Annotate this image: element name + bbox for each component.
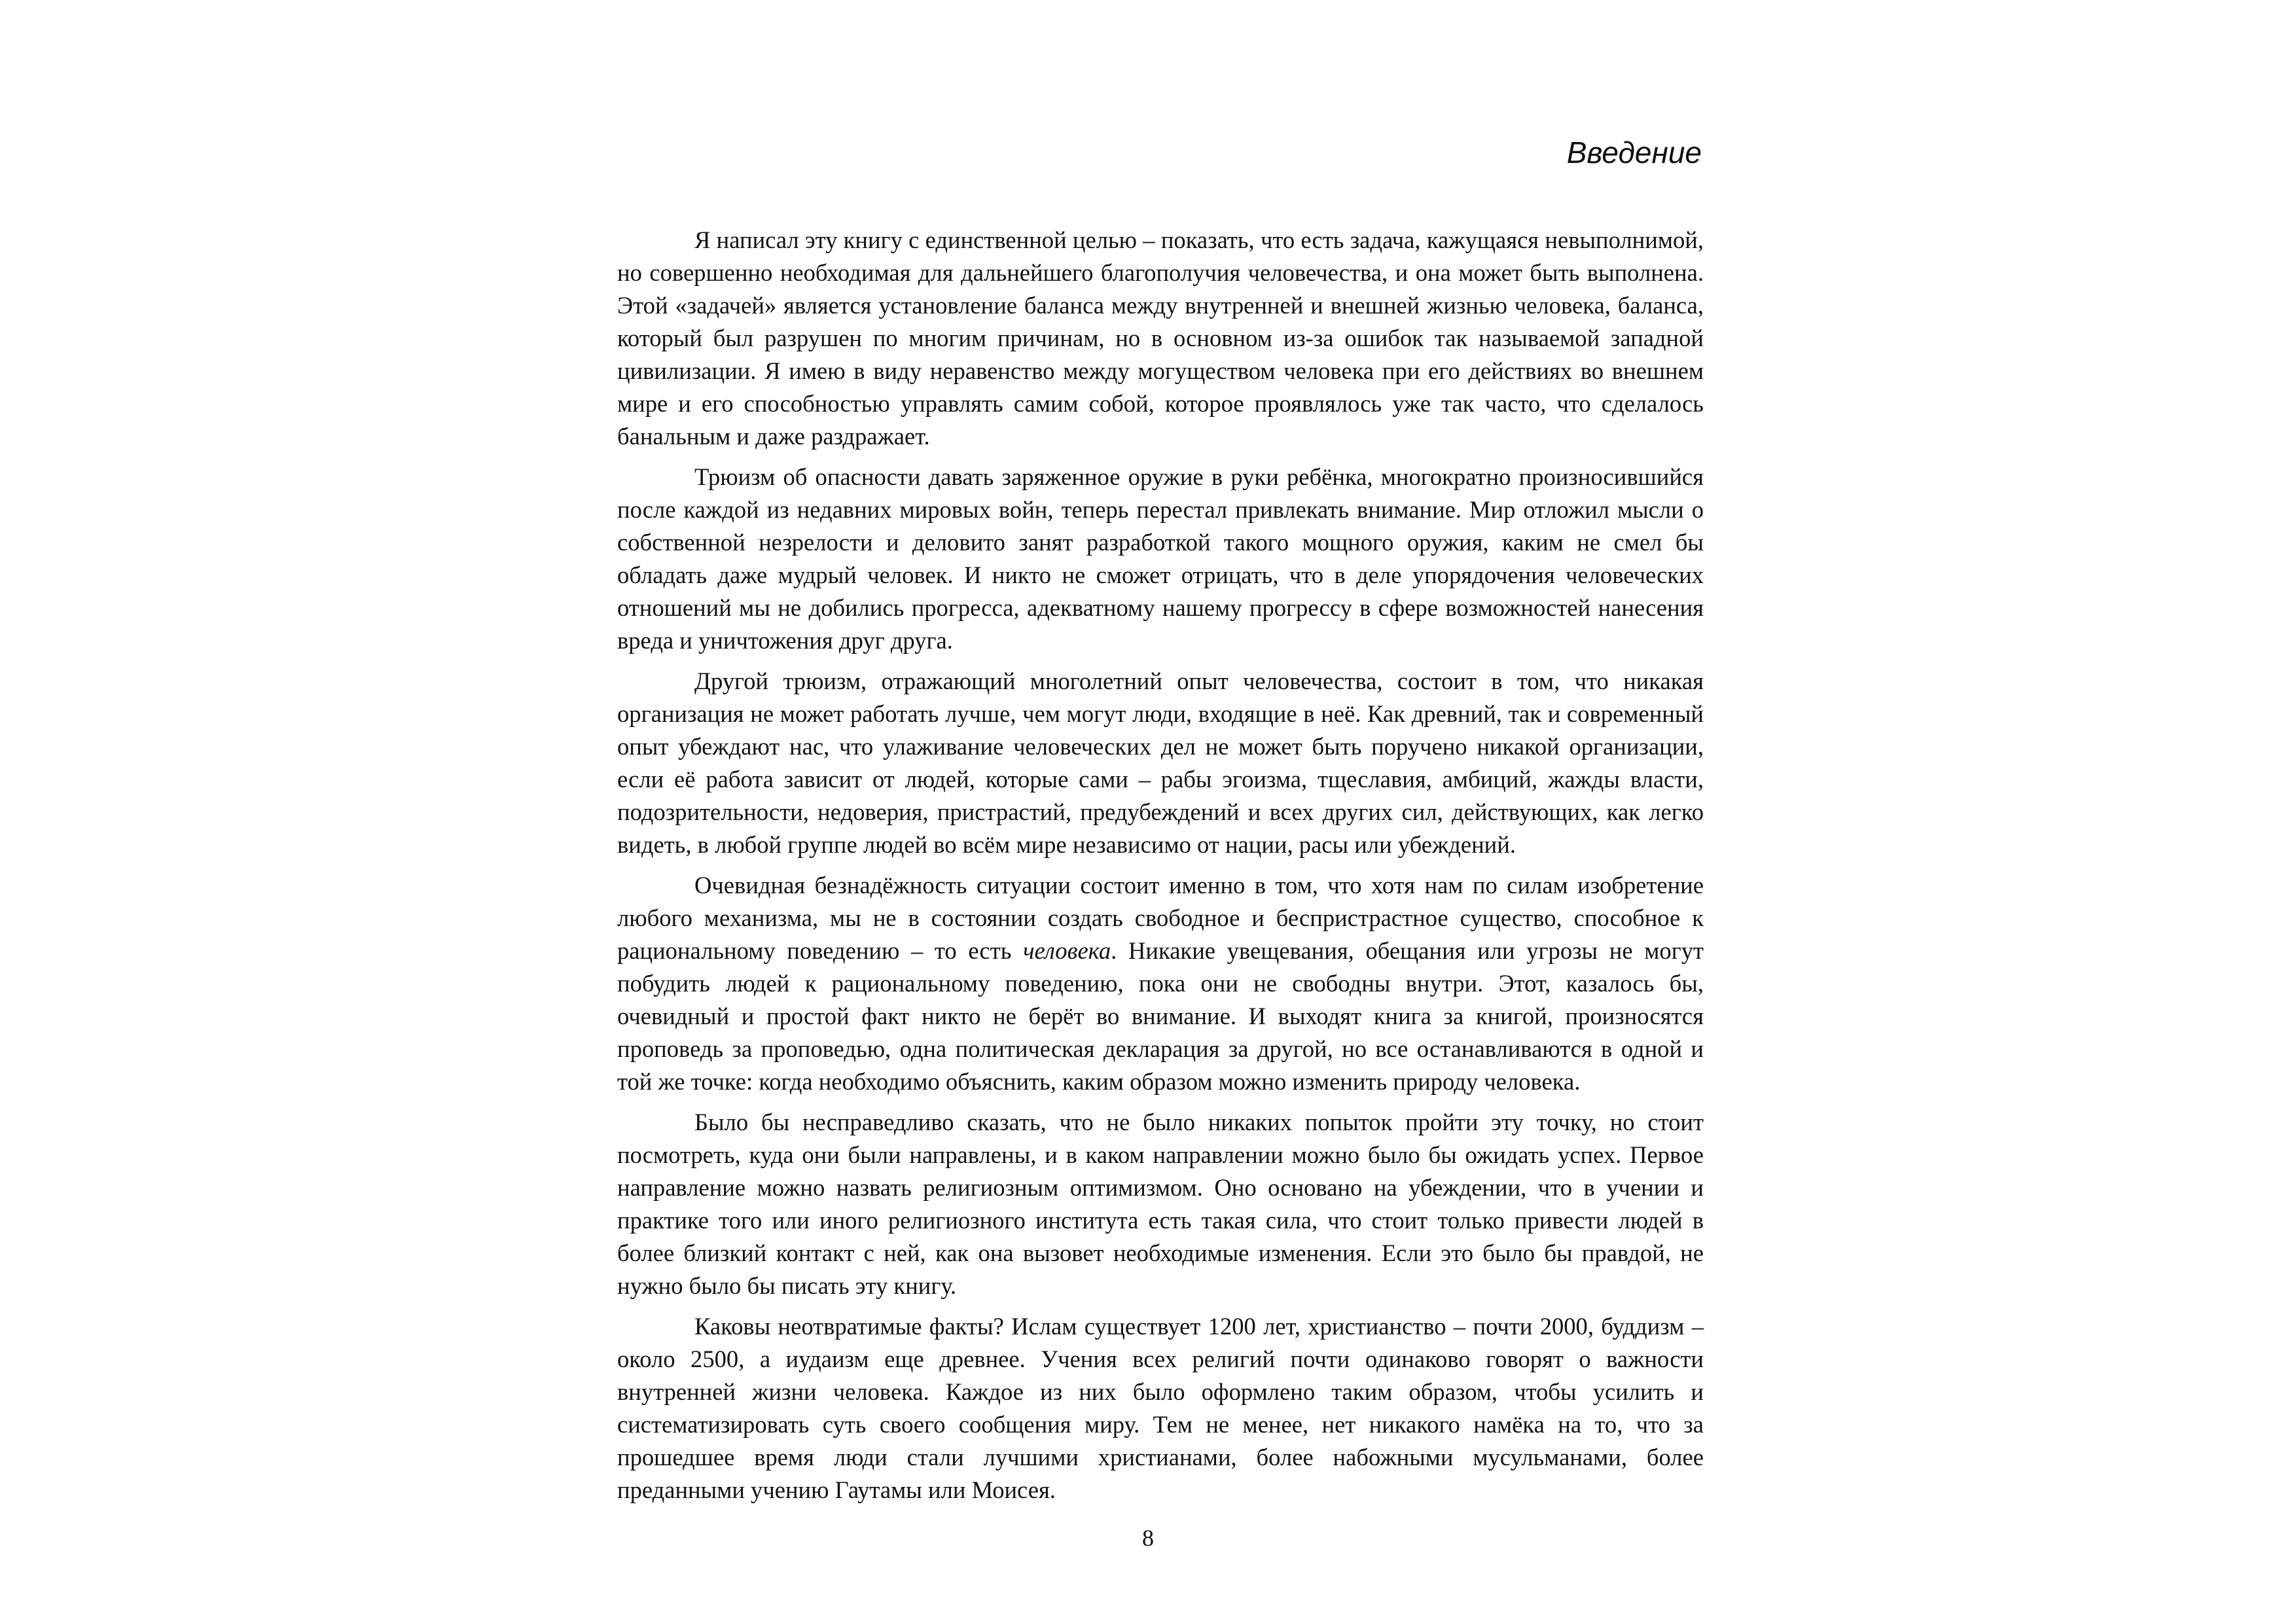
paragraph-4-start: Очевидная безнадёжность ситуации состоит именно в том, что хотя нам по силам изобретение любого механизма, мы не в состоянии создать свободное и беспристрастное существо, способное к рациональному поведению – то есть [617, 872, 1704, 964]
paragraph-4-emphasis: человека [1023, 937, 1111, 964]
paragraph-4-end: . Никакие увещевания, обещания или угрозы не могут побудить людей к рациональному поведению, пока они не свободны внутри. Этот, казалось бы, очевидный и простой факт никто не берёт во внимание. И выходят книга за книгой, произносятся проповедь за проповедью, одна политическая декларация за другой, но все останавливаются в одной и той же точке: когда необходимо объяснить, каким образом можно изменить природу человека. [617, 937, 1704, 1095]
paragraph-3: Другой трюизм, отражающий многолетний опыт человечества, состоит в том, что никакая организация не может работать лучше, чем могут люди, входящие в неё. Как древний, так и современный опыт убеждают нас, что улаживание человеческих дел не может быть поручено никакой организации, если её работа зависит от людей, которые сами – рабы эгоизма, тщеславия, амбиций, жажды власти, подозрительности, недоверия, пристрастий, предубеждений и всех других сил, действующих, как легко видеть, в любой группе людей во всём мире независимо от нации, расы или убеждений. [617, 668, 1704, 858]
page-number: 8 [1142, 1525, 1154, 1551]
paragraph-2: Трюизм об опасности давать заряженное оружие в руки ребёнка, многократно произносившийся после каждой из недавних мировых войн, теперь перестал привлекать внимание. Мир отложил мысли о собственной незрелости и деловито занят разработкой такого мощного оружия, каким не смел бы обладать даже мудрый человек. И никто не сможет отрицать, что в деле упорядочения человеческих отношений мы не добились прогресса, адекватному нашему прогрессу в сфере возможностей нанесения вреда и уничтожения друг друга. [617, 463, 1704, 654]
paragraph-1: Я написал эту книгу с единственной целью – показать, что есть задача, кажущаяся невыполнимой, но совершенно необходимая для дальнейшего благополучия человечества, и она может быть выполнена. Этой «задачей» является установление баланса между внутренней и внешней жизнью человека, баланса, который был разрушен по многим причинам, но в основном из-за ошибок так называемой западной цивилизации. Я имею в виду неравенство между могуществом человека при его действиях во внешнем мире и его способностью управлять самим собой, которое проявлялось уже так часто, что сделалось банальным и даже раздражает. [617, 226, 1704, 450]
chapter-heading: Введение [1566, 135, 1702, 169]
body-text [617, 224, 1704, 1514]
paragraph-6: Каковы неотвратимые факты? Ислам существует 1200 лет, христианство – почти 2000, буддизм – около 2500, а иудаизм еще древнее. Учения всех религий почти одинаково говорят о важности внутренней жизни человека. Каждое из них было оформлено таким образом, чтобы усилить и систематизировать суть своего сообщения миру. Тем не менее, нет никакого намёка на то, что за прошедшее время люди стали лучшими христианами, более набожными мусульманами, более преданными учению Гаутамы или Моисея. [617, 1313, 1704, 1503]
paragraph-5: Было бы несправедливо сказать, что не было никаких попыток пройти эту точку, но стоит посмотреть, куда они были направлены, и в каком направлении можно было бы ожидать успех. Первое направление можно назвать религиозным оптимизмом. Оно основано на убеждении, что в учении и практике того или иного религиозного института есть такая сила, что стоит только привести людей в более близкий контакт с ней, как она вызовет необходимые изменения. Если это было бы правдой, не нужно было бы писать эту книгу. [617, 1109, 1704, 1299]
paragraph-4 [617, 869, 1704, 1098]
